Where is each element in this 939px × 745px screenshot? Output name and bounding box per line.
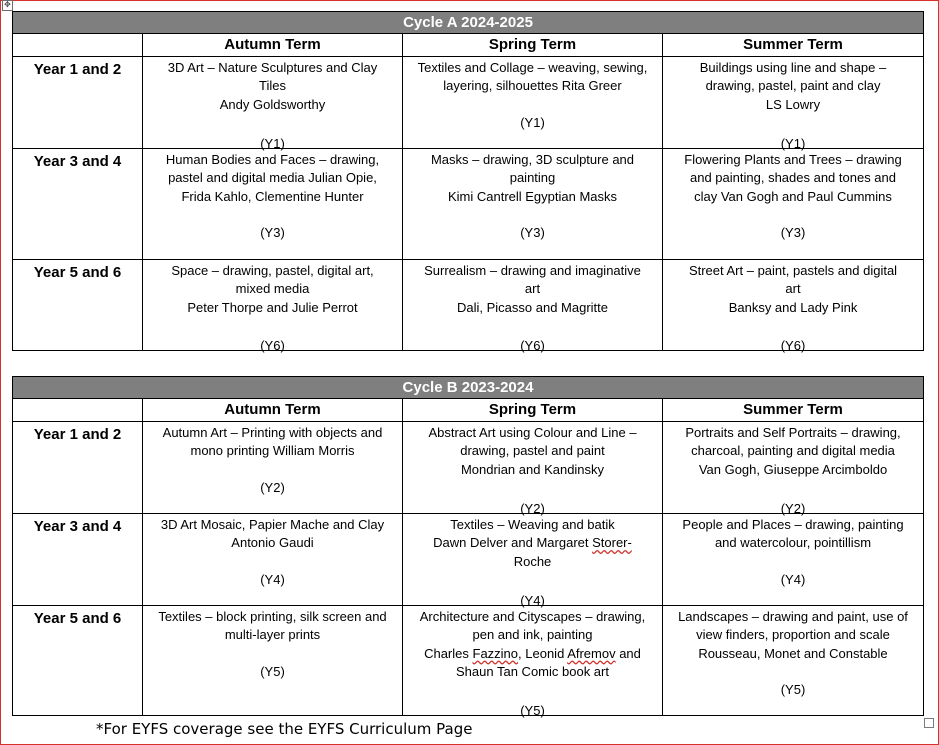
- table-move-handle-icon[interactable]: ✥: [2, 0, 13, 11]
- unit-description: Human Bodies and Faces – drawing, pastel and digital media Julian Opie, Frida Kahlo, Clementine Hunter (Y3): [143, 149, 402, 242]
- term-header-summer: Summer Term: [663, 34, 924, 57]
- table-row: [13, 606, 924, 716]
- unit-description: Masks – drawing, 3D sculpture and painting Kimi Cantrell Egyptian Masks (Y3): [403, 149, 662, 242]
- table-row: [13, 422, 924, 514]
- table-row: [13, 260, 924, 351]
- term-header-autumn: Autumn Term: [143, 34, 403, 57]
- empty-header-cell: [13, 34, 143, 57]
- unit-description: Buildings using line and shape – drawing, pastel, paint and clay LS Lowry: [699, 60, 887, 112]
- year-group-label: Year 3 and 4: [13, 149, 143, 260]
- unit-description: 3D Art – Nature Sculptures and Clay Tiles Andy Goldsworthy: [167, 60, 378, 112]
- unit-year-tag: (Y6): [520, 338, 545, 353]
- unit-year-tag: (Y6): [260, 338, 285, 353]
- unit-year-tag: (Y5): [780, 682, 806, 698]
- unit-year-tag: (Y3): [260, 225, 285, 241]
- unit-cell[interactable]: [143, 260, 403, 351]
- unit-year-tag: (Y3): [780, 225, 806, 241]
- year-group-label: Year 1 and 2: [13, 57, 143, 149]
- unit-year-tag: (Y4): [780, 571, 806, 587]
- cycle-title: Cycle B 2023-2024: [13, 377, 924, 399]
- unit-year-tag: (Y5): [520, 703, 545, 718]
- unit-year-tag: (Y1): [260, 136, 285, 151]
- unit-year-tag: (Y3): [520, 225, 545, 241]
- cycle-title: Cycle A 2024-2025: [13, 12, 924, 34]
- unit-description: Architecture and Cityscapes – drawing, pen and ink, painting Charles Fazzino, Leonid Afremov and Shaun Tan Comic book art: [419, 609, 646, 679]
- unit-description: Portraits and Self Portraits – drawing, charcoal, painting and digital media Van Gogh, Giuseppe Arcimboldo: [685, 425, 901, 477]
- table-row: [13, 149, 924, 260]
- cycle-a-table: [12, 11, 924, 351]
- unit-cell[interactable]: [403, 260, 663, 351]
- year-group-label: Year 5 and 6: [13, 606, 143, 716]
- table-row: [13, 57, 924, 149]
- unit-description: Space – drawing, pastel, digital art, mixed media Peter Thorpe and Julie Perrot: [171, 263, 374, 315]
- unit-description: Textiles and Collage – weaving, sewing, layering, silhouettes Rita Greer (Y1): [403, 57, 662, 132]
- unit-year-tag: (Y2): [260, 479, 285, 495]
- unit-description: Textiles – block printing, silk screen and multi-layer prints (Y5): [143, 606, 402, 681]
- year-group-label: Year 5 and 6: [13, 260, 143, 351]
- unit-description: Textiles – Weaving and batik Dawn Delver and Margaret Storer- Roche: [433, 517, 632, 569]
- unit-cell[interactable]: [663, 606, 924, 716]
- term-header-spring: Spring Term: [403, 399, 663, 422]
- unit-cell[interactable]: [663, 57, 924, 149]
- unit-description: People and Places – drawing, painting and watercolour, pointillism (Y4): [663, 514, 923, 589]
- unit-cell[interactable]: [403, 149, 663, 260]
- unit-year-tag: (Y2): [520, 501, 545, 516]
- unit-cell[interactable]: [143, 149, 403, 260]
- unit-cell[interactable]: [663, 260, 924, 351]
- unit-description: Landscapes – drawing and paint, use of view finders, proportion and scale Rousseau, Monet and Constable (Y5): [663, 606, 923, 699]
- unit-cell[interactable]: [663, 422, 924, 514]
- spellcheck-mark: Storer-: [592, 535, 632, 551]
- unit-cell[interactable]: [143, 57, 403, 149]
- unit-year-tag: (Y1): [520, 114, 545, 130]
- unit-year-tag: (Y4): [520, 593, 545, 608]
- unit-description: 3D Art Mosaic, Papier Mache and Clay Antonio Gaudi (Y4): [143, 514, 402, 589]
- unit-cell[interactable]: [403, 514, 663, 606]
- unit-description: Abstract Art using Colour and Line – drawing, pastel and paint Mondrian and Kandinsky: [428, 425, 637, 477]
- unit-description: Flowering Plants and Trees – drawing and painting, shades and tones and clay Van Gogh and Paul Cummins (Y3): [663, 149, 923, 242]
- cycle-b-table: [12, 376, 924, 716]
- unit-description: Surrealism – drawing and imaginative art Dali, Picasso and Magritte: [424, 263, 641, 315]
- eyfs-footnote: *For EYFS coverage see the EYFS Curriculum Page: [96, 720, 473, 738]
- unit-year-tag: (Y4): [260, 571, 285, 587]
- table-resize-handle[interactable]: [924, 718, 934, 728]
- unit-cell[interactable]: [403, 422, 663, 514]
- unit-cell[interactable]: [663, 149, 924, 260]
- table-row: [13, 514, 924, 606]
- term-header-autumn: Autumn Term: [143, 399, 403, 422]
- spellcheck-mark: Afremov: [567, 645, 616, 661]
- term-header-spring: Spring Term: [403, 34, 663, 57]
- unit-cell[interactable]: [143, 514, 403, 606]
- unit-year-tag: (Y1): [780, 136, 806, 151]
- unit-cell[interactable]: [143, 422, 403, 514]
- unit-cell[interactable]: [403, 57, 663, 149]
- unit-cell[interactable]: [663, 514, 924, 606]
- term-header-summer: Summer Term: [663, 399, 924, 422]
- year-group-label: Year 1 and 2: [13, 422, 143, 514]
- unit-cell[interactable]: [403, 606, 663, 716]
- unit-year-tag: (Y5): [260, 663, 285, 679]
- unit-year-tag: (Y6): [780, 338, 806, 353]
- unit-description: Autumn Art – Printing with objects and mono printing William Morris (Y2): [143, 422, 402, 497]
- unit-description: Street Art – paint, pastels and digital art Banksy and Lady Pink: [688, 263, 898, 315]
- unit-cell[interactable]: [143, 606, 403, 716]
- year-group-label: Year 3 and 4: [13, 514, 143, 606]
- unit-year-tag: (Y2): [780, 501, 806, 516]
- empty-header-cell: [13, 399, 143, 422]
- spellcheck-mark: Fazzino: [472, 645, 519, 661]
